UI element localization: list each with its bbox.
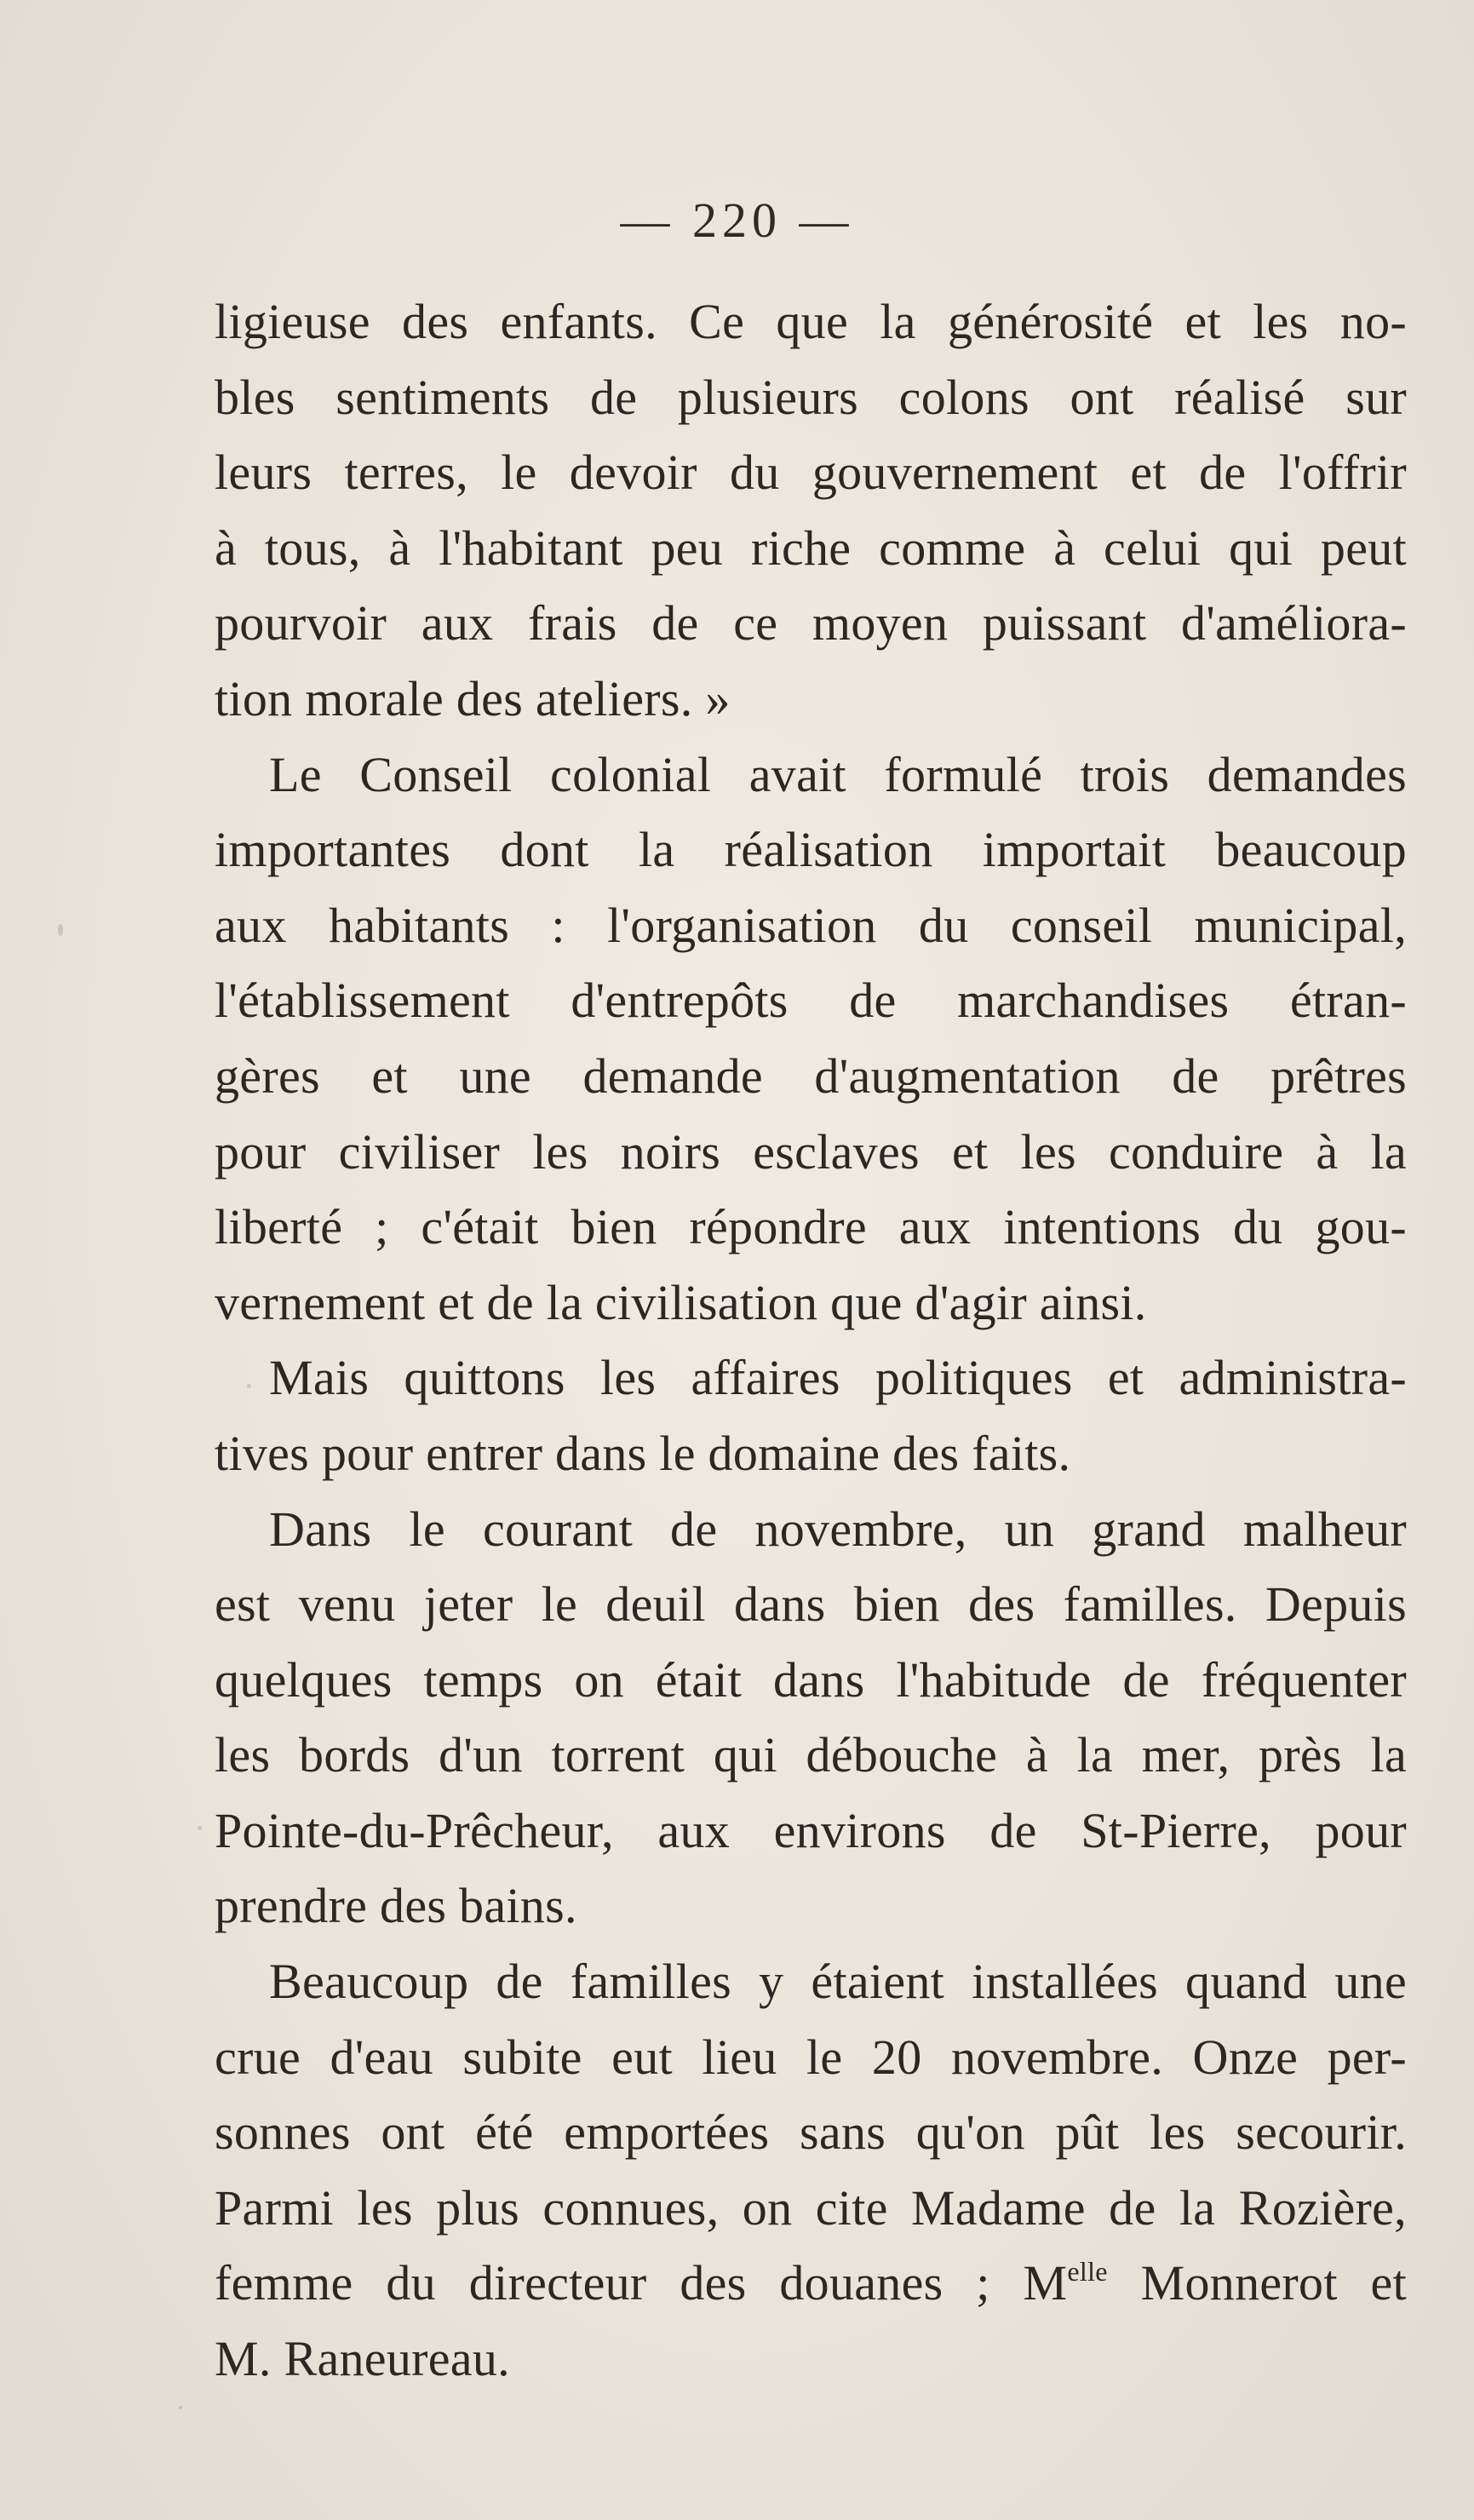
text-line-with-superscript (215, 2246, 1407, 2322)
page-number: — 220 — (620, 192, 854, 248)
text-line: l'établissement d'entrepôts de marchandises étran- (215, 973, 1407, 1029)
text-line: aux habitants : l'organisation du conseil municipal, (215, 897, 1407, 953)
text-line: ligieuse des enfants. Ce que la générosité et les no- (215, 294, 1407, 349)
paper-speck (179, 2406, 182, 2409)
text-line: leurs terres, le devoir du gouvernement et de l'offrir (215, 445, 1407, 501)
text-line: liberté ; c'était bien répondre aux intentions du gou- (215, 1199, 1407, 1255)
text-segment: Monnerot et (1107, 2255, 1408, 2311)
text-line: bles sentiments de plusieurs colons ont réalisé sur (215, 369, 1407, 425)
text-line: crue d'eau subite eut lieu le 20 novembre. Onze per- (215, 2029, 1407, 2085)
text-line: tives pour entrer dans le domaine des faits. (215, 1425, 1071, 1481)
text-line: pour civiliser les noirs esclaves et les conduire à la (215, 1123, 1407, 1180)
paper-speck (247, 1384, 251, 1388)
text-line: Pointe-du-Prêcheur, aux environs de St-Pierre, pour (215, 1802, 1407, 1858)
text-line: les bords d'un torrent qui débouche à la mer, près la (215, 1727, 1407, 1783)
text-line: M. Raneureau. (215, 2331, 510, 2387)
superscript: elle (1067, 2256, 1108, 2288)
text-line: à tous, à l'habitant peu riche comme à celui qui peut (215, 519, 1407, 576)
paragraph-start: Mais quittons les affaires politiques et administra- (269, 1350, 1407, 1406)
text-segment: femme du directeur des douanes ; M (215, 2255, 1068, 2311)
text-line: Parmi les plus connues, on cite Madame de la Rozière, (215, 2179, 1407, 2236)
text-line: prendre des bains. (215, 1878, 577, 1934)
text-line: est venu jeter le deuil dans bien des familles. Depuis (215, 1576, 1407, 1633)
text-line: quelques temps on était dans l'habitude de fréquenter (215, 1651, 1407, 1708)
paragraph-start: Le Conseil colonial avait formulé trois demandes (269, 746, 1407, 802)
text-line: sonnes ont été emportées sans qu'on pût les secourir. (215, 2104, 1407, 2161)
text-line: vernement et de la civilisation que d'agir ainsi. (215, 1274, 1147, 1330)
text-line: tion morale des ateliers. » (215, 670, 731, 726)
text-line: importantes dont la réalisation importait beaucoup (215, 822, 1407, 878)
paper-speck (198, 1826, 202, 1830)
body-text (215, 284, 1407, 2397)
paper-speck (58, 924, 63, 936)
paragraph-start: Dans le courant de novembre, un grand malheur (269, 1501, 1407, 1557)
paragraph-start: Beaucoup de familles y étaient installées quand une (269, 1954, 1407, 2010)
text-line: gères et une demande d'augmentation de prêtres (215, 1048, 1407, 1104)
text-line: pourvoir aux frais de ce moyen puissant d'améliora- (215, 595, 1407, 652)
